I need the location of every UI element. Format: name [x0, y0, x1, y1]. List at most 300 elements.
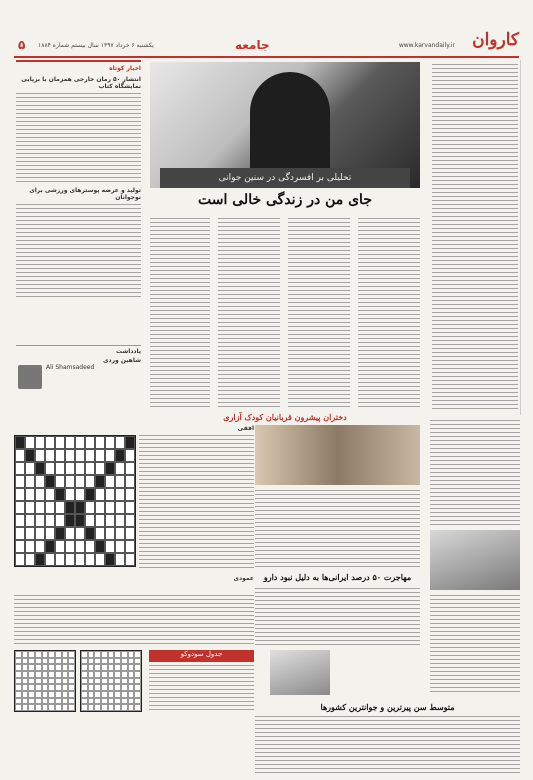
crossword-cell [25, 436, 35, 449]
sudoku-cell [94, 651, 101, 658]
crossword-cell [45, 462, 55, 475]
main-headline: جای من در زندگی خالی است [198, 192, 372, 208]
sudoku-cell [108, 671, 115, 678]
crossword-cell [65, 514, 75, 527]
sudoku-cell [81, 678, 88, 685]
sudoku-cell [62, 664, 69, 671]
sudoku-cell [101, 698, 108, 705]
crossword-cell [65, 462, 75, 475]
author-avatar [18, 365, 42, 389]
sudoku-cell [121, 678, 128, 685]
opinion-title: یادداشت [116, 348, 141, 355]
sudoku-cell [62, 698, 69, 705]
crossword-cell [35, 475, 45, 488]
crossword-cell [65, 488, 75, 501]
sudoku-cell [55, 651, 62, 658]
crossword-cell [95, 527, 105, 540]
crossword-cell [55, 436, 65, 449]
sudoku-cell [22, 651, 29, 658]
crossword-cell [35, 462, 45, 475]
main-col-1 [150, 218, 210, 408]
bottom-story-headline: متوسط سن پیرترین و جوانترین کشورها [320, 702, 455, 712]
crossword-cell [55, 540, 65, 553]
newspaper-logo: کاروان [472, 30, 519, 50]
crossword-cell [125, 514, 135, 527]
third-story-headline: مهاجرت ۵۰ درصد ایرانی‌ها به دلیل نبود دارو [263, 572, 412, 582]
sudoku-cell [62, 671, 69, 678]
sudoku-cell [88, 698, 95, 705]
crossword-cell [105, 501, 115, 514]
crossword-cell [45, 527, 55, 540]
sudoku-cell [94, 704, 101, 711]
crossword-cell [115, 514, 125, 527]
crossword-cell [65, 553, 75, 566]
sudoku-cell [28, 684, 35, 691]
crossword-cell [25, 475, 35, 488]
sudoku-cell [94, 684, 101, 691]
header-rule [14, 56, 519, 58]
crossword-cell [45, 449, 55, 462]
sudoku-cell [55, 698, 62, 705]
crossword-cell [105, 514, 115, 527]
crossword-cell [55, 553, 65, 566]
bottom-story-text [255, 716, 520, 774]
sudoku-cell [48, 698, 55, 705]
sudoku-cell [134, 664, 141, 671]
sudoku-cell [42, 671, 49, 678]
crossword-cell [105, 436, 115, 449]
sudoku-cell [128, 698, 135, 705]
section-title: جامعه [235, 38, 270, 52]
opinion-label: شاهین وردی [102, 357, 141, 364]
sudoku-cell [15, 704, 22, 711]
crossword-cell [35, 436, 45, 449]
crossword-down-title: عمودی [233, 575, 254, 582]
sudoku-cell [42, 691, 49, 698]
page-number: ۵ [18, 38, 26, 52]
crossword-cell [85, 501, 95, 514]
sudoku-cell [114, 651, 121, 658]
crossword-cell [15, 488, 25, 501]
sudoku-cell [55, 671, 62, 678]
sudoku-cell [35, 698, 42, 705]
right-sidebar [430, 60, 521, 415]
crossword-cell [125, 527, 135, 540]
site-url: www.karvandaily.ir [398, 42, 455, 49]
sudoku-cell [88, 664, 95, 671]
crossword-cell [125, 501, 135, 514]
sudoku-cell [121, 671, 128, 678]
crossword-cell [55, 462, 65, 475]
crossword-cell [15, 475, 25, 488]
crossword-cell [85, 514, 95, 527]
crossword-cell [105, 540, 115, 553]
sudoku-cell [22, 691, 29, 698]
sudoku-cell [94, 671, 101, 678]
crossword-cell [75, 514, 85, 527]
sudoku-cell [15, 684, 22, 691]
crossword-cell [95, 488, 105, 501]
sudoku-cell [88, 671, 95, 678]
third-story-photo [270, 650, 330, 695]
sudoku-cell [88, 704, 95, 711]
crossword-cell [125, 475, 135, 488]
crossword-cell [75, 527, 85, 540]
sudoku-cell [68, 664, 75, 671]
crossword-cell [95, 462, 105, 475]
sudoku-cell [48, 678, 55, 685]
sudoku-cell [15, 664, 22, 671]
crossword-cell [35, 488, 45, 501]
sudoku-cell [35, 704, 42, 711]
crossword-cell [115, 436, 125, 449]
sudoku-cell [81, 651, 88, 658]
crossword-cell [85, 436, 95, 449]
sudoku-cell [94, 691, 101, 698]
crossword-cell [55, 514, 65, 527]
crossword-cell [25, 527, 35, 540]
sudoku-cell [121, 704, 128, 711]
crossword-cell [15, 436, 25, 449]
crossword-cell [65, 475, 75, 488]
sudoku-cell [134, 658, 141, 665]
crossword-cell [45, 475, 55, 488]
crossword-cell [85, 475, 95, 488]
sudoku-cell [55, 678, 62, 685]
sudoku-cell [114, 704, 121, 711]
right-bottom-text-1 [430, 420, 520, 525]
crossword-cell [65, 449, 75, 462]
sidebar-text [432, 64, 518, 409]
sudoku-cell [121, 651, 128, 658]
crossword-cell [25, 449, 35, 462]
crossword-cell [105, 553, 115, 566]
sudoku-cell [114, 678, 121, 685]
sudoku-cell [101, 658, 108, 665]
crossword-cell [25, 488, 35, 501]
sudoku-cell [101, 678, 108, 685]
crossword-across-title: افقی [237, 425, 254, 432]
crossword-cell [105, 527, 115, 540]
sudoku-cell [42, 698, 49, 705]
sudoku-cell [128, 671, 135, 678]
right-story-photo [430, 530, 520, 590]
sudoku-cell [128, 678, 135, 685]
crossword-cell [125, 488, 135, 501]
crossword-cell [75, 553, 85, 566]
sudoku-cell [101, 651, 108, 658]
sudoku-cell [68, 651, 75, 658]
crossword-cell [55, 527, 65, 540]
sudoku-cell [114, 691, 121, 698]
sudoku-cell [22, 671, 29, 678]
sudoku-cell [48, 664, 55, 671]
second-story-text [255, 490, 420, 570]
crossword-cell [85, 462, 95, 475]
right-bottom-text-2 [430, 595, 520, 695]
sudoku-cell [108, 704, 115, 711]
sudoku-cell [121, 664, 128, 671]
sudoku-cell [48, 704, 55, 711]
crossword-cell [75, 540, 85, 553]
crossword-cell [55, 488, 65, 501]
sudoku-cell [62, 704, 69, 711]
sudoku-cell [42, 658, 49, 665]
sudoku-cell [62, 691, 69, 698]
crossword-cell [95, 436, 105, 449]
sudoku-cell [68, 698, 75, 705]
sudoku-cell [88, 678, 95, 685]
sudoku-cell [22, 698, 29, 705]
sudoku-cell [35, 684, 42, 691]
sudoku-cell [55, 691, 62, 698]
sudoku-cell [42, 651, 49, 658]
sudoku-cell [35, 671, 42, 678]
crossword-cell [125, 462, 135, 475]
sudoku-cell [108, 678, 115, 685]
crossword-cell [65, 436, 75, 449]
dateline: یکشنبه ۶ خرداد ۱۳۹۷ سال بیستم شماره ۱۸۸۴ [38, 42, 154, 49]
crossword-cell [115, 553, 125, 566]
sudoku-cell [42, 684, 49, 691]
sudoku-cell [134, 671, 141, 678]
masthead [0, 0, 533, 60]
sudoku-cell [15, 658, 22, 665]
crossword-cell [85, 449, 95, 462]
sudoku-cell [81, 698, 88, 705]
crossword-cell [125, 436, 135, 449]
sudoku-cell [81, 658, 88, 665]
sudoku-cell [121, 691, 128, 698]
sudoku-cell [108, 691, 115, 698]
main-photo [150, 62, 420, 188]
sudoku-cell [128, 651, 135, 658]
crossword-cell [55, 449, 65, 462]
sudoku-cell [62, 651, 69, 658]
crossword-cell [35, 540, 45, 553]
crossword-cell [25, 540, 35, 553]
crossword-cell [15, 501, 25, 514]
sudoku-cell [128, 684, 135, 691]
sudoku-cell [121, 698, 128, 705]
crossword-cell [35, 501, 45, 514]
sudoku-cell [28, 658, 35, 665]
sudoku-cell [68, 658, 75, 665]
sudoku-cell [22, 664, 29, 671]
crossword-cell [115, 540, 125, 553]
sudoku-cell [48, 671, 55, 678]
crossword-cell [35, 449, 45, 462]
sudoku-cell [101, 691, 108, 698]
sudoku-cell [48, 691, 55, 698]
sudoku-cell [35, 664, 42, 671]
crossword-cell [75, 488, 85, 501]
sudoku-cell [108, 698, 115, 705]
sudoku-cell [81, 704, 88, 711]
sudoku-grid-2 [80, 650, 142, 712]
crossword-cell [75, 475, 85, 488]
sudoku-cell [68, 704, 75, 711]
crossword-cell [25, 462, 35, 475]
crossword-cell [95, 514, 105, 527]
sudoku-cell [28, 704, 35, 711]
third-story-text [255, 588, 420, 646]
crossword-cell [95, 475, 105, 488]
sudoku-cell [114, 698, 121, 705]
crossword-cell [105, 462, 115, 475]
sudoku-cell [42, 678, 49, 685]
crossword-cell [15, 527, 25, 540]
sudoku-cell [68, 671, 75, 678]
sudoku-cell [81, 671, 88, 678]
main-col-4 [358, 218, 420, 408]
second-story-headline: دختران پیشرون قربانیان کودک آزاری [223, 412, 347, 422]
crossword-cell [125, 449, 135, 462]
sudoku-cell [22, 684, 29, 691]
side-news-title: اخبار کوتاه [109, 65, 141, 72]
sudoku-cell [88, 658, 95, 665]
crossword-cell [115, 527, 125, 540]
crossword-cell [115, 462, 125, 475]
crossword-cell [75, 449, 85, 462]
sudoku-cell [134, 704, 141, 711]
sudoku-cell [15, 671, 22, 678]
sudoku-cell [15, 691, 22, 698]
sudoku-cell [134, 684, 141, 691]
sudoku-cell [28, 664, 35, 671]
sudoku-cell [108, 684, 115, 691]
crossword-cell [85, 527, 95, 540]
sudoku-cell [108, 651, 115, 658]
crossword-cell [55, 501, 65, 514]
crossword-cell [45, 514, 55, 527]
crossword-cell [85, 540, 95, 553]
crossword-cell [115, 501, 125, 514]
sudoku-cell [55, 658, 62, 665]
crossword-cell [15, 449, 25, 462]
crossword-cell [115, 475, 125, 488]
crossword-cell [55, 475, 65, 488]
crossword-cell [95, 501, 105, 514]
sudoku-cell [55, 704, 62, 711]
person-figure [250, 72, 330, 182]
crossword-cell [95, 540, 105, 553]
sudoku-cell [15, 651, 22, 658]
sudoku-cell [114, 684, 121, 691]
sudoku-cell [48, 684, 55, 691]
sudoku-cell [48, 651, 55, 658]
side-news-text-1 [16, 93, 141, 183]
crossword-cell [85, 553, 95, 566]
sudoku-cell [35, 678, 42, 685]
sudoku-cell [68, 691, 75, 698]
crossword-grid [14, 435, 136, 567]
sudoku-cell [134, 651, 141, 658]
sudoku-cell [62, 658, 69, 665]
crossword-cell [25, 553, 35, 566]
crossword-cell [65, 540, 75, 553]
sudoku-cell [128, 704, 135, 711]
sudoku-cell [62, 684, 69, 691]
sudoku-cell [94, 678, 101, 685]
crossword-cell [25, 514, 35, 527]
sudoku-cell [94, 698, 101, 705]
sudoku-title: جدول سودوکو [149, 650, 254, 662]
sudoku-cell [35, 658, 42, 665]
sudoku-cell [114, 664, 121, 671]
sudoku-cell [88, 691, 95, 698]
crossword-cell [45, 501, 55, 514]
crossword-cell [15, 462, 25, 475]
sudoku-cell [28, 698, 35, 705]
sudoku-grid-1 [14, 650, 76, 712]
crossword-cell [85, 488, 95, 501]
sudoku-cell [88, 684, 95, 691]
sudoku-text [149, 665, 254, 710]
side-news-item-1: انتشار ۵۰ رمان خارجی همزمان با برپایی نمایشگاه کتاب [21, 76, 141, 90]
sudoku-cell [55, 664, 62, 671]
crossword-cell [95, 449, 105, 462]
sudoku-cell [48, 658, 55, 665]
sudoku-cell [128, 658, 135, 665]
sudoku-cell [101, 684, 108, 691]
sudoku-cell [22, 658, 29, 665]
crossword-cell [95, 553, 105, 566]
sudoku-cell [134, 698, 141, 705]
sudoku-cell [81, 691, 88, 698]
crossword-cell [35, 527, 45, 540]
crossword-cell [65, 527, 75, 540]
crossword-cell [105, 475, 115, 488]
opinion-author: Ali Shamsadeed [46, 364, 95, 371]
crossword-clues-down [14, 595, 254, 645]
crossword-cell [35, 553, 45, 566]
crossword-cell [15, 553, 25, 566]
crossword-cell [75, 436, 85, 449]
sudoku-cell [62, 678, 69, 685]
crossword-cell [25, 501, 35, 514]
sudoku-cell [68, 684, 75, 691]
sudoku-cell [35, 691, 42, 698]
sudoku-cell [15, 698, 22, 705]
sudoku-cell [55, 684, 62, 691]
sudoku-cell [81, 664, 88, 671]
sudoku-cell [108, 664, 115, 671]
sudoku-cell [28, 651, 35, 658]
crossword-cell [75, 462, 85, 475]
sudoku-cell [114, 658, 121, 665]
main-col-3 [288, 218, 350, 408]
sudoku-cell [88, 651, 95, 658]
sudoku-cell [114, 671, 121, 678]
sudoku-cell [101, 704, 108, 711]
crossword-cell [115, 488, 125, 501]
sudoku-cell [94, 658, 101, 665]
sudoku-cell [68, 678, 75, 685]
sudoku-cell [121, 684, 128, 691]
sudoku-cell [22, 678, 29, 685]
crossword-cell [45, 436, 55, 449]
crossword-cell [115, 449, 125, 462]
sudoku-cell [28, 678, 35, 685]
sudoku-cell [134, 678, 141, 685]
sudoku-cell [15, 678, 22, 685]
crossword-cell [45, 553, 55, 566]
sudoku-cell [28, 691, 35, 698]
sudoku-cell [22, 704, 29, 711]
crossword-cell [105, 488, 115, 501]
crossword-cell [15, 514, 25, 527]
